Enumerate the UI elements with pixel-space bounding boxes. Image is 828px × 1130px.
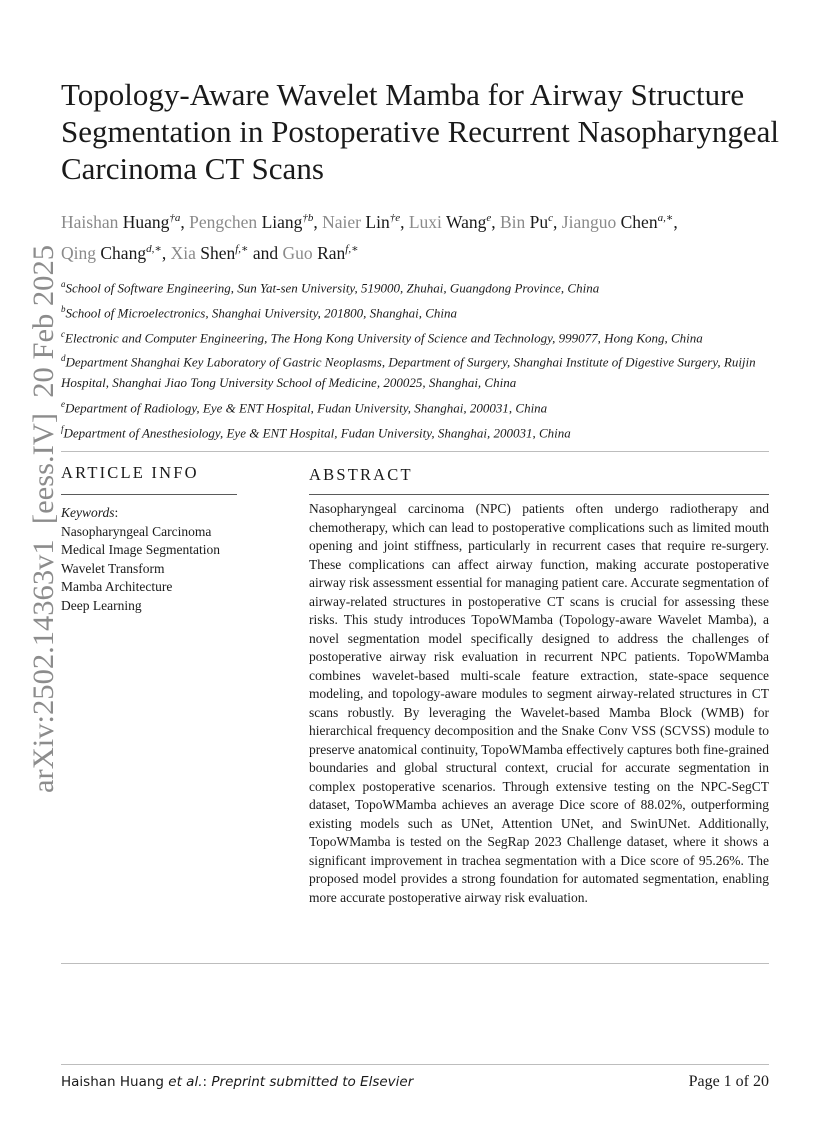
divider-top	[61, 451, 769, 452]
author-affiliation-mark: f,∗	[235, 242, 249, 255]
author-separator: ,	[491, 211, 496, 232]
affiliation-mark: f	[61, 423, 64, 434]
author-family-name: Huang	[122, 211, 170, 232]
author-family-name: Lin	[365, 211, 390, 232]
affiliation-mark: e	[61, 398, 65, 409]
footer-author: Haishan Huang	[61, 1074, 164, 1090]
author-separator: ,	[313, 211, 318, 232]
author-family-name: Liang	[261, 211, 303, 232]
author-separator: ,	[161, 242, 167, 263]
footer-etal: et al.	[168, 1074, 203, 1090]
author-affiliation-mark: f,∗	[345, 242, 359, 255]
author-affiliation-mark: e	[486, 212, 492, 224]
affiliation-item	[61, 394, 773, 419]
author-family-name: Chang	[100, 242, 147, 263]
author-affiliation-mark: c	[548, 212, 554, 224]
keywords-block	[61, 504, 261, 615]
author-affiliation-mark: †b	[302, 212, 314, 224]
author-separator: ,	[553, 211, 558, 232]
affiliation-list	[61, 274, 773, 443]
affiliation-mark: a	[61, 279, 66, 289]
author-given-name: Qing	[61, 242, 96, 263]
author-given-name: Pengchen	[189, 211, 258, 232]
affiliation-text: Department Shanghai Key Laboratory of Gastric Neoplasms, Department of Surgery, Shanghai Institute of Digestive Surgery, Ruijin Hospital, Shanghai Jiao Tong University School of Medicine, 200025, Shanghai, China	[61, 354, 756, 391]
author-affiliation-mark: †e	[389, 212, 401, 224]
author-family-name: Pu	[529, 211, 549, 232]
author-family-name: Chen	[620, 211, 658, 232]
author-given-name: Bin	[500, 211, 526, 232]
affiliation-text: School of Software Engineering, Sun Yat-sen University, 519000, Zhuhai, Guangdong Province, China	[65, 280, 600, 296]
abstract-rule	[309, 494, 769, 495]
footer-venue: Preprint submitted to Elsevier	[211, 1074, 414, 1090]
author-affiliation-mark: d,∗	[146, 242, 162, 255]
arxiv-identifier	[26, 245, 62, 793]
affiliation-item	[61, 348, 773, 393]
affiliation-item	[61, 299, 773, 324]
author	[61, 212, 180, 232]
affiliation-item	[61, 419, 773, 444]
arxiv-identifier-text: arXiv:2502.14363v1 [eess.IV] 20 Feb 2025	[28, 263, 60, 793]
author	[171, 243, 249, 263]
affiliation-item	[61, 324, 773, 349]
author-separator: ,	[400, 211, 405, 232]
author-family-name: Shen	[200, 242, 236, 263]
keyword-item: Mamba Architecture	[61, 579, 173, 594]
keywords-colon: :	[114, 505, 119, 520]
author	[322, 212, 400, 232]
affiliation-mark: d	[61, 353, 66, 364]
affiliation-text: Department of Anesthesiology, Eye & ENT Hospital, Fudan University, Shanghai, 200031, China	[63, 424, 571, 440]
author-given-name: Jianguo	[561, 211, 617, 232]
keyword-item: Nasopharyngeal Carcinoma	[61, 523, 212, 539]
author-given-name: Naier	[322, 211, 362, 232]
keywords-label: Keywords	[61, 505, 115, 520]
paper-title: Topology-Aware Wavelet Mamba for Airway Structure Segmentation in Postoperative Recurrent Nasopharyngeal Carcinoma CT Scans	[61, 77, 779, 186]
author	[283, 243, 359, 263]
keyword-item: Medical Image Segmentation	[61, 542, 220, 557]
affiliation-text: Department of Radiology, Eye & ENT Hospital, Fudan University, Shanghai, 200031, China	[65, 400, 548, 416]
author-given-name: Haishan	[61, 211, 119, 232]
affiliation-text: School of Microelectronics, Shanghai University, 201800, Shanghai, China	[65, 305, 458, 321]
author-family-name: Wang	[445, 211, 487, 232]
affiliation-mark: b	[61, 303, 66, 314]
article-info-heading: ARTICLE INFO	[61, 463, 199, 482]
footer-citation	[61, 1074, 413, 1090]
keyword-item: Deep Learning	[61, 597, 142, 613]
author-affiliation-mark: a,∗	[657, 212, 674, 224]
keyword-item: Wavelet Transform	[61, 560, 165, 576]
abstract-text: Nasopharyngeal carcinoma (NPC) patients often undergo radiotherapy and chemotherapy, which can lead to postoperative complications such as limited mouth opening and joint stiffness, particularly in recurrent cases that require re-surgery. These complications can affect airway function, making accurate postoperative airway risk assessment essential for managing patient care. Accurate segmentation of airway-related structures in postoperative CT scans is crucial for assessing these risks. This study introduces TopoWMamba (Topology-aware Wavelet Mamba), a novel segmentation model specifically designed to address the challenges of postoperative airway risk evaluation in recurrent NPC patients. TopoWMamba combines wavelet-based multi-scale feature extraction, state-space sequence modeling, and topology-aware modules to segment airway-related structures in CT scans robustly. By leveraging the Wavelet-based Mamba Block (WMB) for hierarchical frequency decomposition and the Snake Conv VSS (SCVSS) module to preserve anatomical continuity, TopoWMamba effectively captures both fine-grained boundaries and global structural context, crucial for accurate segmentation in complex postoperative scenarios. Through extensive testing on the NPC-SegCT dataset, TopoWMamba achieves an average Dice score of 88.02%, outperforming existing models such as UNet, Attention UNet, and SwinUNet. Additionally, TopoWMamba is tested on the SegRap 2023 Challenge dataset, where it shows a significant improvement in trachea segmentation with a Dice score of 95.26%. The proposed model provides a strong foundation for automated segmentation, enabling more accurate postoperative airway risk evaluation.	[309, 501, 769, 905]
keywords-label-line	[61, 504, 261, 523]
author	[562, 212, 674, 232]
keywords-list	[61, 523, 261, 616]
page-number: Page 1 of 20	[688, 1073, 769, 1090]
author-given-name: Xia	[170, 242, 196, 263]
author-family-name: Ran	[317, 242, 346, 263]
author-and: and	[252, 242, 279, 263]
author	[189, 212, 313, 232]
author-affiliation-mark: †a	[169, 212, 181, 224]
author-given-name: Guo	[282, 242, 313, 263]
footer-rule	[61, 1064, 769, 1065]
author-separator: ,	[673, 211, 678, 232]
author	[409, 212, 491, 232]
divider-bottom	[61, 963, 769, 964]
affiliation-item	[61, 274, 773, 299]
affiliation-text: Electronic and Computer Engineering, The Hong Kong University of Science and Technology, 999077, Hong Kong, China	[65, 329, 703, 345]
abstract-heading: ABSTRACT	[309, 465, 413, 484]
footer-colon: :	[202, 1074, 208, 1090]
author	[500, 212, 553, 232]
author-list	[61, 205, 781, 267]
author-separator: ,	[180, 211, 185, 232]
affiliation-mark: c	[61, 328, 65, 339]
article-info-rule	[61, 494, 237, 495]
author-given-name: Luxi	[408, 211, 442, 232]
author	[61, 243, 162, 263]
